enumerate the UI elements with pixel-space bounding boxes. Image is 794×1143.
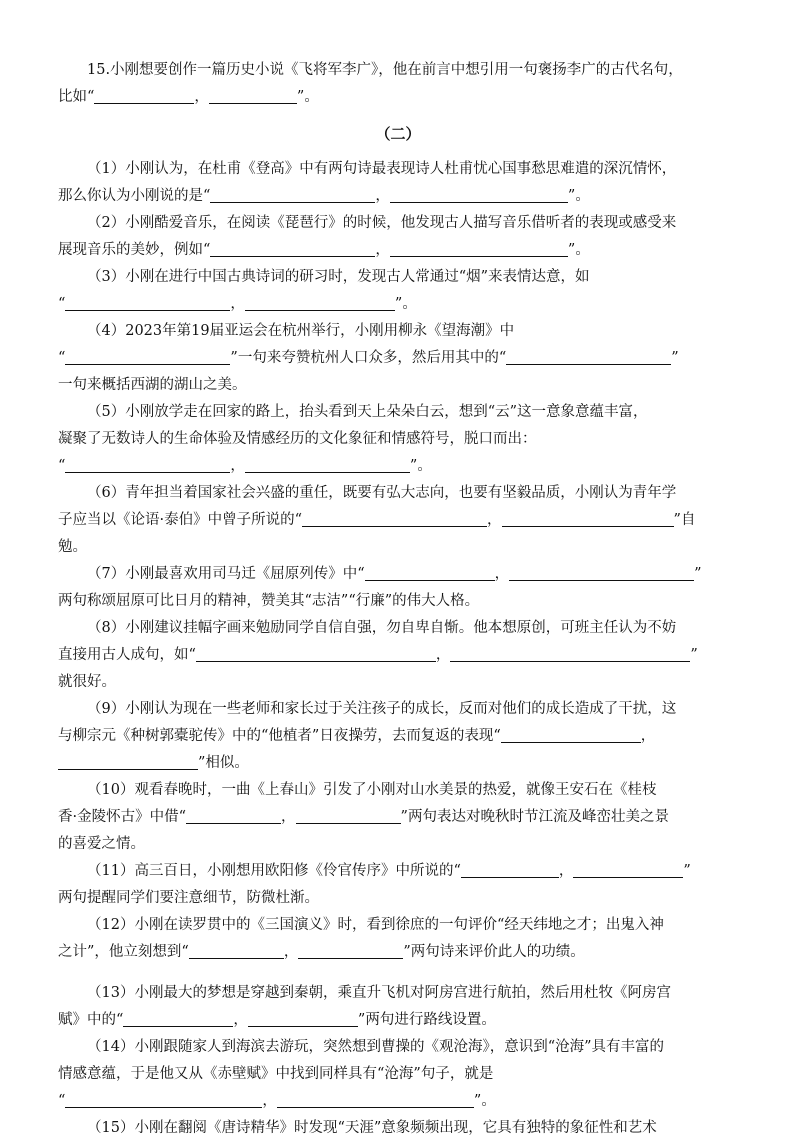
answer-blank[interactable] bbox=[248, 1010, 358, 1027]
item-2: （2）小刚酷爱音乐，在阅读《琵琶行》的时候，他发现古人描写音乐借听者的表现或感受来 bbox=[87, 215, 677, 231]
answer-blank[interactable] bbox=[196, 645, 436, 662]
answer-blank[interactable] bbox=[506, 348, 671, 365]
answer-blank[interactable] bbox=[65, 348, 230, 365]
section-title: （二） bbox=[375, 125, 421, 143]
answer-blank[interactable] bbox=[390, 186, 568, 203]
answer-blank[interactable] bbox=[365, 564, 495, 581]
answer-blank[interactable] bbox=[210, 240, 375, 257]
answer-blank[interactable] bbox=[58, 753, 198, 770]
answer-blank[interactable] bbox=[245, 456, 410, 473]
answer-blank[interactable] bbox=[573, 861, 683, 878]
item-5: （5）小刚放学走在回家的路上，抬头看到天上朵朵白云，想到“云”这一意象意蕴丰富， bbox=[87, 404, 648, 420]
question-15-line2: 比如“ ， ”。 bbox=[58, 89, 319, 105]
item-7: （7）小刚最喜欢用司马迁《屈原列传》中“ ， ” bbox=[87, 566, 702, 582]
answer-blank[interactable] bbox=[94, 87, 194, 104]
answer-blank[interactable] bbox=[461, 861, 559, 878]
worksheet-page: 15.小刚想要创作一篇历史小说《飞将军李广》，他在前言中想引用一句褒扬李广的古代名句， 比如“ ， ”。 （二） （1）小刚认为，在杜甫《登高》中有两句诗最表现诗人杜甫忧心国事愁思难遣的深沉情怀， 那么你认为小刚说的是“ ， ”。 （2）小刚酷爱音乐，在阅读《琵琶行》的时候，他发现古人描写音乐借听者的表现或感受来 展现音乐的美妙，例如“ ， ”。 （3）小刚在进行中国古典诗词的研习时，发现古人常通过“烟”来表情达意，如 “ ， ”。 （4）2023年第19届亚运会在杭州举行，小刚用柳永《望海潮》中 “ ”一句来夸赞杭州人口众多，然后用其中的“ ” 一句来概括西湖的湖山之美。 （5）小刚放学走在回家的路上，抬头看到天上朵朵白云，想到“云”这一意象意蕴丰富， 凝聚了无数诗人的生命体验及情感经历的文化象征和情感符号，脱口而出： “ ， ”。 （6）青年担当着国家社会兴盛的重任，既要有弘大志向，也要有坚毅品质，小刚认为青年学 子应当以《论语·泰伯》中曾子所说的“ ， ”自 勉。 （7）小刚最喜欢用司马迁《屈原列传》中“ ， ” 两句称颂屈原可比日月的精神，赞美其“志洁”“行廉”的伟大人格。 （8）小刚建议挂幅字画来勉励同学自信自强，勿自卑自惭。他本想原创，可班主任认为不妨 直接用古人成句，如“ ， ” 就很好。 （9）小刚认为现在一些老师和家长过于关注孩子的成长，反而对他们的成长造成了干扰，这 与柳宗元《种树郭橐驼传》中的“他植者”日夜操劳，去而复返的表现“ ， ”相似。 （10）观看春晚时，一曲《上春山》引发了小刚对山水美景的热爱，就像王安石在《桂枝 香·金陵怀古》中借“ ， ”两句表达对晚秋时节江流及峰峦壮美之景 的喜爱之情。 （11）高三百日，小刚想用欧阳修《伶官传序》中所说的“ ， ” 两句提醒同学们要注意细节，防微杜渐。 （12）小刚在读罗贯中的《三国演义》时，看到徐庶的一句评价“经天纬地之才；出鬼入神 之计”，他立刻想到“ ， ”两句诗来评价此人的功绩。 （13）小刚最大的梦想是穿越到秦朝，乘直升飞机对阿房宫进行航拍，然后用杜牧《阿房宫 赋》中的“ ， ”两句进行路线设置。 （14）小刚跟随家人到海滨去游玩，突然想到曹操的《观沧海》，意识到“沧海”具有丰富的 情感意蕴，于是他又从《赤壁赋》中找到同样具有“沧海”句子，就是 “ ， ”。 （15）小刚在翻阅《唐诗精华》时发现“天涯”意象频频出现，它具有独特的象征性和艺术 bbox=[58, 58, 738, 1143]
answer-blank[interactable] bbox=[245, 294, 395, 311]
answer-blank[interactable] bbox=[277, 1091, 474, 1108]
answer-blank[interactable] bbox=[186, 807, 281, 824]
answer-blank[interactable] bbox=[501, 726, 641, 743]
item-9: （9）小刚认为现在一些老师和家长过于关注孩子的成长，反而对他们的成长造成了干扰，这 bbox=[87, 701, 677, 717]
answer-blank[interactable] bbox=[302, 510, 487, 527]
item-8: （8）小刚建议挂幅字画来勉励同学自信自强，勿自卑自惭。他本想原创，可班主任认为不妨 bbox=[87, 620, 677, 636]
question-15: 15.小刚想要创作一篇历史小说《飞将军李广》，他在前言中想引用一句褒扬李广的古代名句， bbox=[87, 62, 683, 78]
item-1: （1）小刚认为，在杜甫《登高》中有两句诗最表现诗人杜甫忧心国事愁思难遣的深沉情怀， bbox=[87, 161, 677, 177]
answer-blank[interactable] bbox=[390, 240, 568, 257]
item-14: （14）小刚跟随家人到海滨去游玩，突然想到曹操的《观沧海》，意识到“沧海”具有丰富的 bbox=[87, 1039, 665, 1055]
answer-blank[interactable] bbox=[65, 294, 230, 311]
item-11: （11）高三百日，小刚想用欧阳修《伶官传序》中所说的“ ， ” bbox=[87, 863, 691, 879]
answer-blank[interactable] bbox=[509, 564, 694, 581]
item-12: （12）小刚在读罗贯中的《三国演义》时，看到徐庶的一句评价“经天纬地之才；出鬼入神 bbox=[87, 917, 664, 933]
item-15: （15）小刚在翻阅《唐诗精华》时发现“天涯”意象频频出现，它具有独特的象征性和艺术 bbox=[87, 1120, 657, 1136]
answer-blank[interactable] bbox=[296, 807, 401, 824]
answer-blank[interactable] bbox=[189, 942, 284, 959]
answer-blank[interactable] bbox=[450, 645, 690, 662]
answer-blank[interactable] bbox=[502, 510, 674, 527]
answer-blank[interactable] bbox=[65, 456, 230, 473]
item-6: （6）青年担当着国家社会兴盛的重任，既要有弘大志向，也要有坚毅品质，小刚认为青年学 bbox=[87, 485, 677, 501]
answer-blank[interactable] bbox=[298, 942, 403, 959]
item-10: （10）观看春晚时，一曲《上春山》引发了小刚对山水美景的热爱，就像王安石在《桂枝 bbox=[87, 782, 657, 798]
answer-blank[interactable] bbox=[209, 87, 297, 104]
item-13: （13）小刚最大的梦想是穿越到秦朝，乘直升飞机对阿房宫进行航拍，然后用杜牧《阿房宫 bbox=[87, 985, 671, 1001]
answer-blank[interactable] bbox=[210, 186, 375, 203]
answer-blank[interactable] bbox=[123, 1010, 233, 1027]
item-3: （3）小刚在进行中国古典诗词的研习时，发现古人常通过“烟”来表情达意，如 bbox=[87, 269, 590, 285]
item-4: （4）2023年第19届亚运会在杭州举行，小刚用柳永《望海潮》中 bbox=[87, 323, 515, 339]
answer-blank[interactable] bbox=[65, 1091, 262, 1108]
